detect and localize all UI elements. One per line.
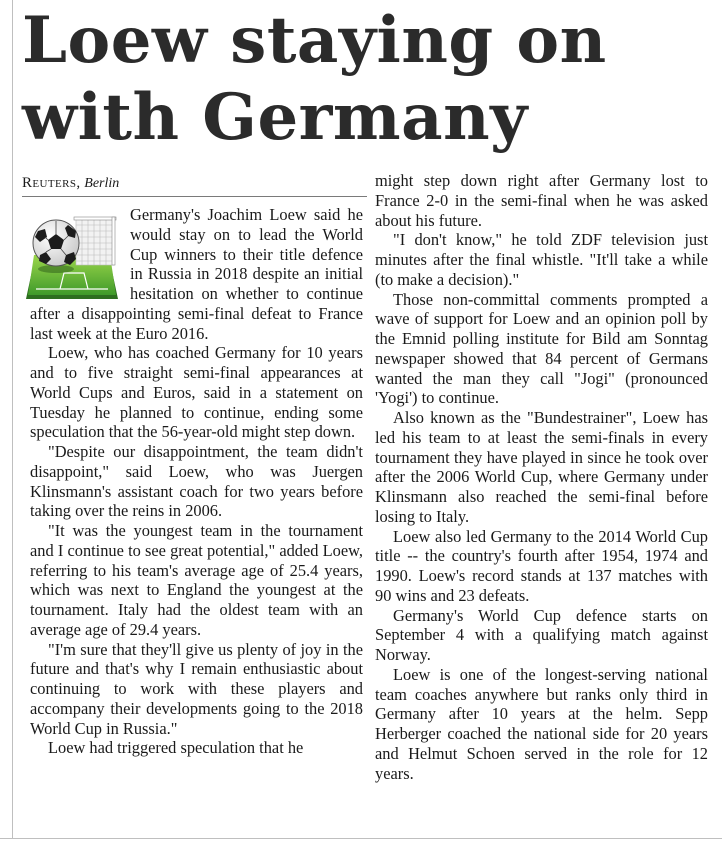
article-frame (12, 0, 718, 838)
byline (22, 175, 367, 197)
column-rule (12, 0, 13, 838)
paragraph-6: Loew had triggered speculation that he (48, 738, 304, 758)
paragraph-6-continued: might step down right after Germany lost to France 2-0 in the semi-final when he was asked about his future. (375, 171, 708, 230)
article-column-right (375, 171, 708, 783)
byline-agency: Reuters, (22, 175, 81, 191)
byline-city: Berlin (84, 176, 120, 191)
paragraph-1: Germany's Joachim Loew said he would stay on to lead the World Cup winners to their title defence in Russia in 2018 despite an initial hesitation on whether to continue after a disappointing semi-final defeat to France last week at the Euro 2016. (30, 205, 363, 343)
paragraph-7: "I don't know," he told ZDF television just minutes after the final whistle. "It'll take a while (to make a decision)." (375, 230, 708, 289)
paragraph-2: Loew, who has coached Germany for 10 years and to five straight semi-final appearances at World Cups and Euros, said in a statement on Tuesday he planned to continue, ending some speculation that the 56-year-old might step down. (30, 343, 363, 442)
bottom-rule (0, 838, 722, 839)
paragraph-12: Loew is one of the longest-serving national team coaches anywhere but ranks only third in Germany after 10 years at the helm. Sepp Herberger coached the national side for 20 years and Helmut Schoen served in the role for 12 years. (375, 664, 708, 783)
paragraph-11: Germany's World Cup defence starts on September 4 with a qualifying match against Norway. (375, 605, 708, 664)
article-column-left (30, 205, 363, 758)
headline-line-1: Loew staying on (22, 3, 607, 78)
paragraph-8: Those non-committal comments prompted a wave of support for Loew and an opinion poll by the Emnid polling institute for Bild am Sonntag newspaper showed that 84 percent of Germans wanted the man they call "Jogi" (pronounced 'Yogi') to continue. (375, 289, 708, 408)
headline (22, 2, 702, 156)
paragraph-10: Loew also led Germany to the 2014 World Cup title -- the country's fourth after 1954, 1974 and 1990. Loew's record stands at 137 matches with 90 wins and 23 defeats. (375, 526, 708, 605)
paragraph-5: "I'm sure that they'll give us plenty of joy in the future and that's why I remain enthusiastic about continuing to work with these players and accompany their developments going to the 2018 World Cup in Russia." (30, 639, 363, 738)
paragraph-4: "It was the youngest team in the tournament and I continue to see great potential," added Loew, referring to his team's average age of 25.4 years, which was next to England the youngest at the tournament. Italy had the oldest team with an average age of 29.4 years. (30, 521, 363, 639)
paragraph-9: Also known as the "Bundestrainer", Loew has led his team to at least the semi-finals in every tournament they have played in since he took over after the 2006 World Cup, where Germany under Klinsmann also reached the semi-final before losing to Italy. (375, 408, 708, 526)
headline-line-2: with Germany (22, 80, 528, 155)
paragraph-3: "Despite our disappointment, the team didn't disappoint," said Loew, who was Juergen Klinsmann's assistant coach for two years before taking over the reins in 2006. (30, 442, 363, 521)
soccer-field-icon (26, 209, 118, 303)
